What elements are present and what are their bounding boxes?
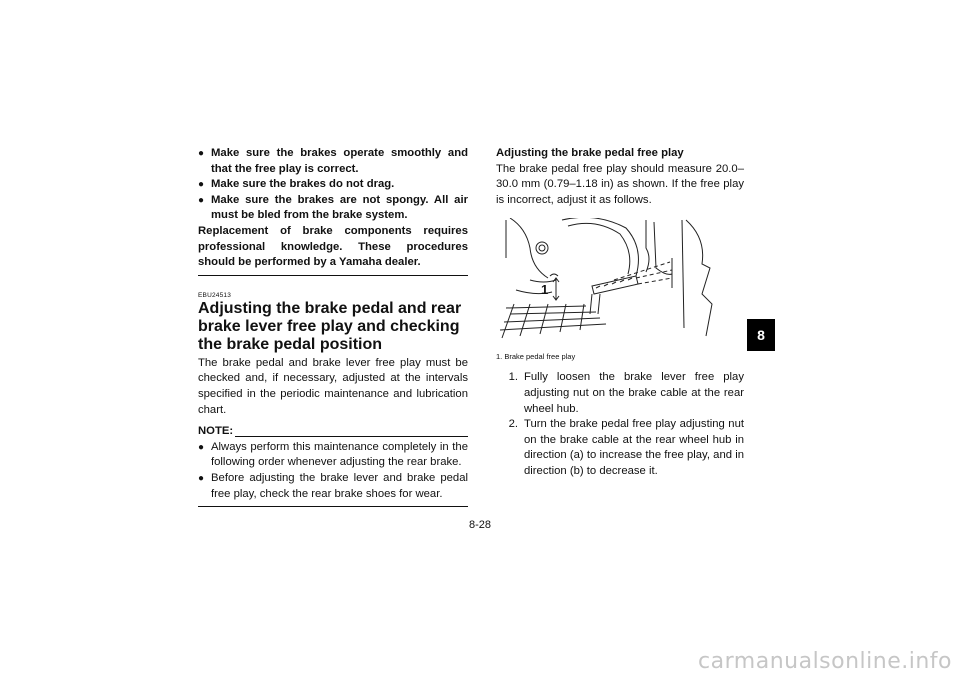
step-number: 1. — [508, 371, 518, 384]
step-number: 2. — [508, 418, 518, 431]
section-title: Adjusting the brake pedal and rear brake lever free play and checking the brake pedal position — [198, 299, 462, 353]
right-intro: The brake pedal free play should measure 20.0–30.0 mm (0.79–1.18 in) as shown. If the free play is incorrect, adjust it as follows. — [496, 162, 744, 206]
subheading: Adjusting the brake pedal free play — [496, 147, 684, 159]
figure-callout: 1 — [541, 282, 549, 298]
right-column — [496, 146, 744, 480]
note-bullet-text: Always perform this maintenance completely in the following order whenever adjusting the rear brake. — [211, 440, 468, 469]
chapter-tab: 8 — [747, 319, 775, 351]
bullet-dot-icon: ● — [198, 148, 205, 159]
note-rule — [235, 436, 468, 437]
page-number: 8-28 — [468, 519, 492, 531]
note-bullet-text: Before adjusting the brake lever and brake pedal free play, check the rear brake shoes for wear. — [211, 471, 468, 500]
warning-bullet-text: Make sure the brakes are not spongy. All air must be bled from the brake system. — [211, 193, 468, 222]
warning-bullet — [198, 146, 468, 177]
section-code: EBU24513 — [198, 291, 232, 299]
brake-pedal-figure — [496, 218, 744, 346]
bullet-dot-icon: ● — [198, 441, 205, 453]
warning-bullet-text: Make sure the brakes do not drag. — [211, 178, 395, 191]
step-item — [496, 370, 744, 417]
warning-end-rule — [198, 275, 468, 276]
watermark: carmanualsonline.info — [698, 649, 952, 674]
step-item — [496, 417, 744, 479]
step-list — [496, 370, 744, 479]
note-bullet — [198, 471, 468, 502]
bullet-dot-icon: ● — [198, 194, 205, 206]
warning-bullet — [198, 193, 468, 224]
step-text: Turn the brake pedal free play adjusting nut on the brake cable at the rear wheel hub in direction (a) to increase the free play, and in direction (b) to decrease it. — [524, 418, 744, 477]
warning-bullet — [198, 177, 468, 193]
bullet-dot-icon: ● — [198, 179, 205, 191]
note-bullet — [198, 440, 468, 471]
bullet-dot-icon: ● — [198, 472, 205, 484]
step-text: Fully loosen the brake lever free play adjusting nut on the brake cable at the rear wheel hub. — [524, 371, 744, 415]
note-header — [198, 424, 468, 440]
figure-caption: 1. Brake pedal free play — [496, 352, 576, 362]
brake-pedal-illustration — [496, 218, 744, 346]
left-column — [198, 146, 468, 507]
note-label: NOTE: — [198, 425, 234, 438]
warning-closing: Replacement of brake components requires professional knowledge. These procedures should be performed by a Yamaha dealer. — [198, 224, 468, 269]
section-intro: The brake pedal and brake lever free play must be checked and, if necessary, adjusted at the intervals specified in the periodic maintenance and lubrication chart. — [198, 356, 468, 416]
warning-bullet-text: Make sure the brakes operate smoothly and that the free play is correct. — [211, 147, 468, 175]
note-end-rule — [198, 506, 468, 507]
